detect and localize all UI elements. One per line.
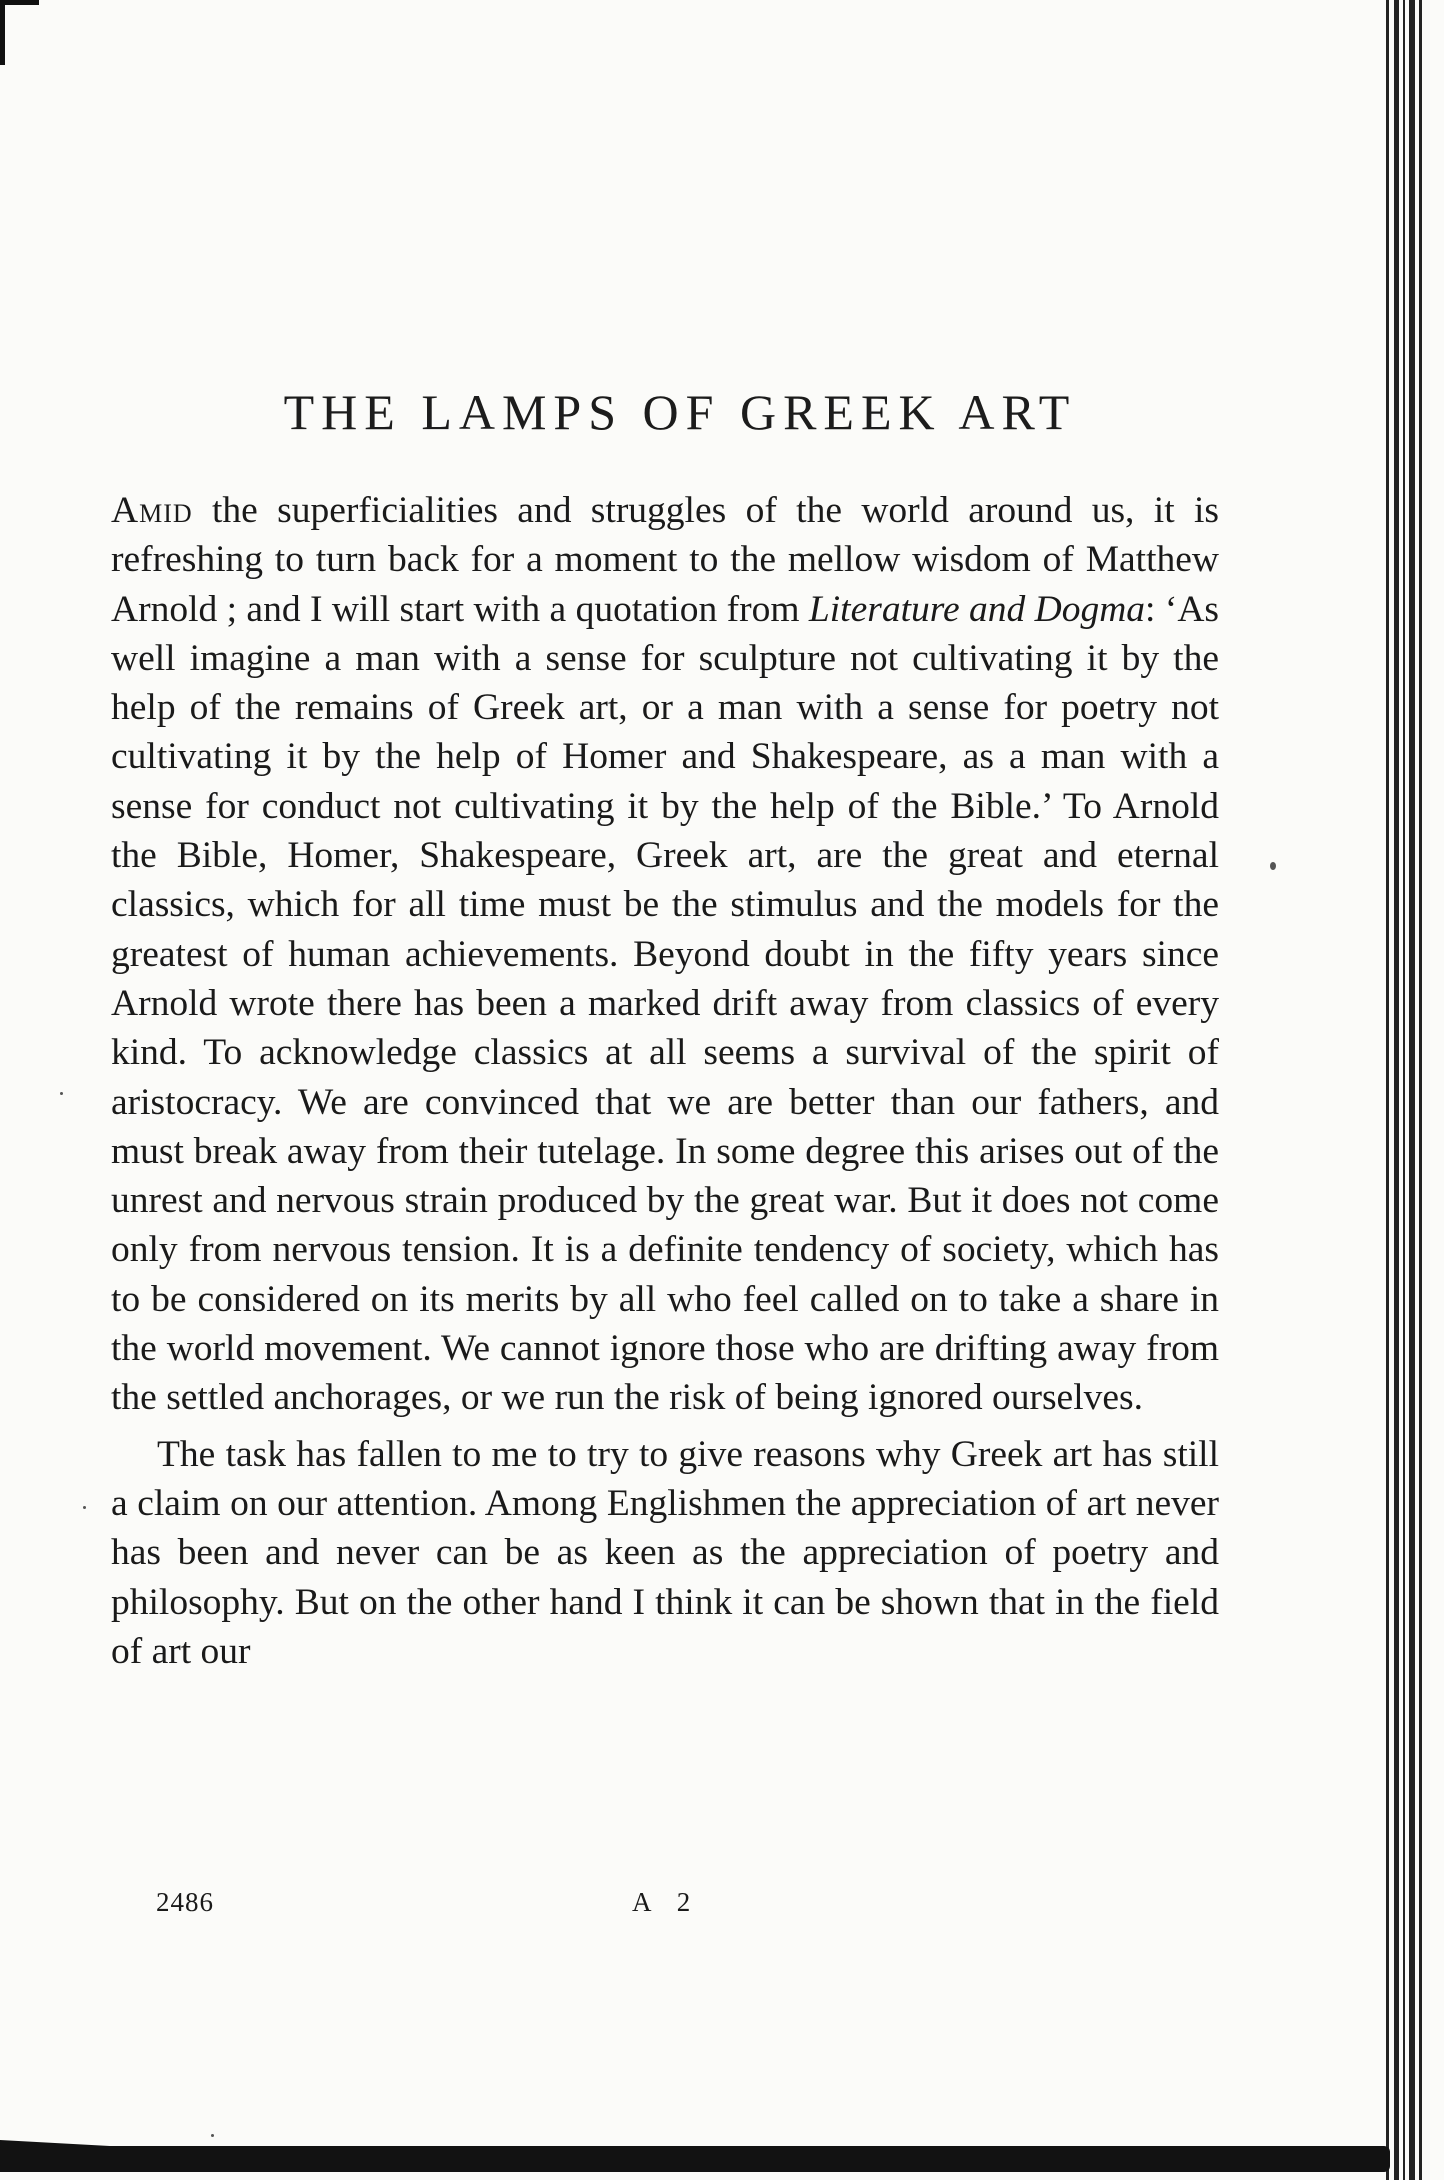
lead-word: Amid — [111, 490, 193, 531]
scan-speck — [1270, 862, 1276, 870]
paragraph-1-text-a: the superficialities and struggles of the world around us, it is refreshing to turn back for a moment to the mellow wisdom of Matthew Arnold ; and I will start with a quotation from — [111, 490, 1219, 630]
paragraph-2: The task has fallen to me to try to give reasons why Greek art has still a claim on our attention. Among Englishmen the appreciation of art never has been and never can be as keen as the appreciation of poetry and philosophy. But on the other hand I think it can be shown that in the field of art our — [111, 1433, 1219, 1672]
scan-speck — [83, 1506, 86, 1509]
paragraph-1-text-b: : ‘As well imagine a man with a sense for sculpture not cultivating it by the help of the remains of Greek art, or a man with a sense for poetry not cultivating it by the help of Homer and Shakespeare, as a man with a sense for conduct not cultivating it by the help of the Bible.’ To Arnold the Bible, Homer, Shakespeare, Greek art, are the great and eternal classics, which for all time must be the stimulus and the models for the greatest of human achievements. Beyond doubt in the fifty years since Arnold wrote there has been a marked drift away from classics of every kind. To acknowledge classics at all seems a survival of the spirit of aristocracy. We are convinced that we are better than our fathers, and must break away from their tutelage. In some degree this arises out of the unrest and nervous strain produced by the great war. But it does not come only from nervous tension. It is a definite tendency of society, which has to be considered on its merits by all who feel called on to take a share in the world movement. We cannot ignore those who are drifting away from the settled anchorages, or we run the risk of being ignored ourselves. — [111, 588, 1220, 1419]
signature-mark: A 2 — [632, 1887, 701, 1917]
signature-number: 2486 — [156, 1887, 214, 1917]
book-binding-edge — [1386, 0, 1426, 2180]
book-title: Literature and Dogma — [808, 588, 1146, 630]
page-title: THE LAMPS OF GREEK ART — [283, 384, 1077, 440]
page-footer — [0, 1887, 1444, 1927]
scan-corner-mark — [0, 0, 39, 65]
scan-speck — [60, 1092, 63, 1095]
paragraph-1 — [111, 486, 1219, 1423]
scan-bottom-edge — [0, 2130, 1444, 2180]
body-text — [111, 486, 1219, 1676]
